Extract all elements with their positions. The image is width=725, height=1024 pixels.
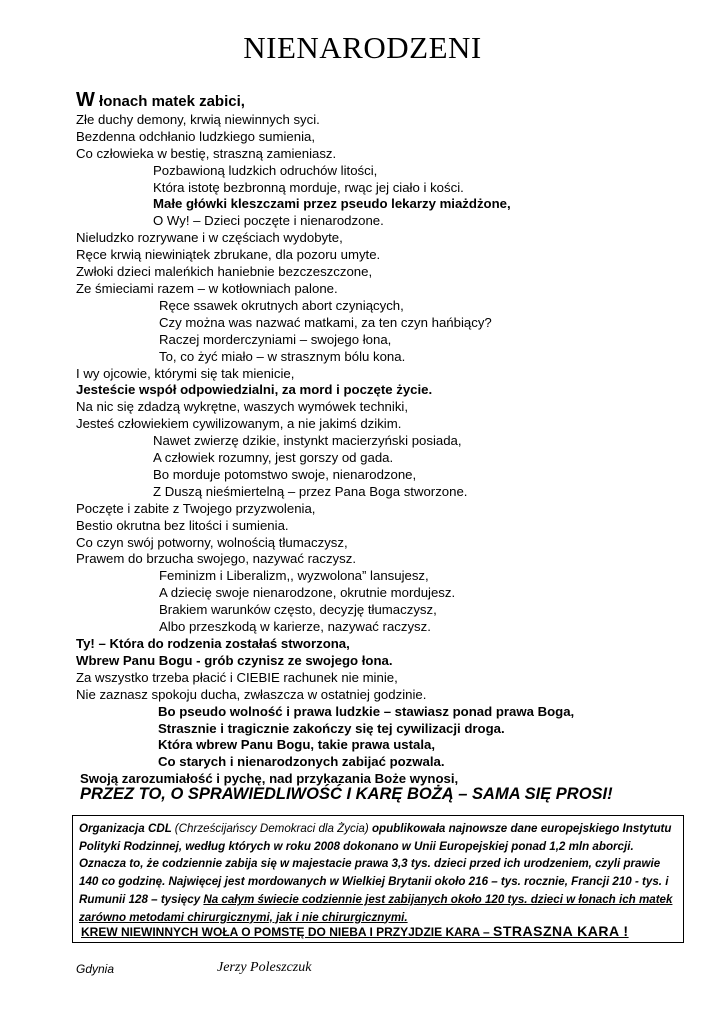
poem-line: Co starych i nienarodzonych zabijać pozwala. [158, 754, 445, 770]
poem-line: Nieludzko rozrywane i w częściach wydobyte, [76, 230, 343, 246]
poem-line: Jesteś człowiekiem cywilizowanym, a nie jakimś dzikim. [76, 416, 402, 432]
info-text: opublikowała najnowsze dane europejskiego Instytutu Polityki Rodzinnej, według których w roku 2008 dokonano w Unii Europejskiej ponad 1,2 mln aborcji. Oznacza to, że codziennie zabija się w majestacie prawa 3,3 tys. dzieci przed ich urodzeniem, czyli prawie 140 co godzinę. Najwięcej jest mordowanych w Wielkiej Brytanii około 216 – tys. rocznie, Francji 210 - tys. i Rumunii 128 – tysięcy [79, 822, 672, 906]
author-signature: Jerzy Poleszczuk [217, 960, 312, 975]
poem-line: Albo przeszkodą w karierze, nazywać raczysz. [159, 619, 431, 635]
closing-line: PRZEZ TO, O SPRAWIEDLIWOŚĆ I KARĘ BOŻĄ – SAMA SIĘ PROSI! [80, 785, 613, 803]
poem-title: NIENARODZENI [243, 30, 482, 65]
poem-line: Na nic się zdadzą wykrętne, waszych wymówek techniki, [76, 399, 409, 415]
poem-line: Bezdenna odchłanio ludzkiego sumienia, [76, 128, 316, 144]
drop-initial: W [76, 89, 95, 111]
footer-city: Gdynia [76, 962, 115, 976]
warning-line [81, 923, 629, 942]
poem-line: Czy można was nazwać matkami, za ten czyn hańbiący? [159, 314, 492, 330]
poem-line: Bestio okrutna bez litości i sumienia. [76, 517, 289, 533]
warning-text: KREW NIEWINNYCH WOŁA O POMSTĘ DO NIEBA I PRZYJDZIE KARA – [81, 925, 494, 939]
poem-line: Która wbrew Panu Bogu, takie prawa ustala, [158, 737, 436, 753]
poem-line: Co człowieka w bestię, straszną zamieniasz. [76, 145, 337, 161]
poem-line: Swoją zarozumiałość i pychę, nad przykazania Boże wynosi, [80, 771, 459, 787]
poem-line: Nie zaznasz spokoju ducha, zwłaszcza w ostatniej godzinie. [76, 686, 427, 702]
poem-line: Za wszystko trzeba płacić i CIEBIE rachunek nie minie, [76, 669, 398, 685]
poem-line: To, co żyć miało – w strasznym bólu kona. [159, 348, 406, 364]
poem-line: Raczej morderczyniami – swojego łona, [159, 331, 392, 347]
poem-body [76, 90, 696, 788]
poem-line: Zwłoki dzieci maleńkich haniebnie bezczeszczone, [76, 264, 373, 280]
poem-line: Ty! – Która do rodzenia zostałaś stworzona, [76, 636, 350, 651]
poem-line: Feminizm i Liberalizm,, wyzwolona” lansujesz, [159, 568, 429, 584]
poem-line: Złe duchy demony, krwią niewinnych syci. [76, 111, 320, 127]
poem-line: Wbrew Panu Bogu - grób czynisz ze swojego łona. [76, 652, 393, 668]
poem-first-line [76, 90, 696, 111]
poem-line: Jesteście współ odpowiedzialni, za mord i poczęte życie. [76, 382, 433, 398]
poem-line: Brakiem warunków często, decyzję tłumaczysz, [159, 602, 437, 618]
poem-line: Ręce krwią niewiniątek zbrukane, dla pozoru umyte. [76, 247, 381, 263]
info-box [72, 815, 684, 943]
poem-line: A dziecię swoje nienarodzone, okrutnie mordujesz. [159, 585, 456, 601]
poem-line: Nawet zwierzę dzikie, instynkt macierzyński posiada, [153, 433, 462, 449]
poem-line: O Wy! – Dzieci poczęte i nienarodzone. [153, 213, 384, 229]
poem-line: Ręce ssawek okrutnych abort czyniących, [159, 297, 404, 313]
poem-line: Ze śmieciami razem – w kotłowniach palone. [76, 280, 338, 296]
poem-line: Bo pseudo wolność i prawa ludzkie – stawiasz ponad prawa Boga, [158, 703, 575, 719]
poem-line: Małe główki kleszczami przez pseudo lekarzy miażdżone, [153, 196, 511, 212]
info-org-full: (Chrześcijańscy Demokraci dla Życia) [174, 822, 369, 835]
first-line-text: łonach matek zabici, [94, 93, 245, 110]
warning-kara: STRASZNA KARA ! [493, 923, 629, 939]
poem-line: Co czyn swój potworny, wolnością tłumaczysz, [76, 534, 348, 550]
poem-line: I wy ojcowie, którymi się tak mienicie, [76, 365, 295, 381]
poem-line: Prawem do brzucha swojego, nazywać raczysz. [76, 551, 356, 567]
poem-line: Pozbawioną ludzkich odruchów litości, [153, 162, 378, 178]
poem-lines [76, 112, 696, 788]
info-org: Organizacja CDL [79, 822, 175, 835]
poem-line: Która istotę bezbronną morduje, rwąc jej ciało i kości. [153, 179, 464, 195]
poem-line: Bo morduje potomstwo swoje, nienarodzone, [153, 466, 417, 482]
poem-line: A człowiek rozumny, jest gorszy od gada. [153, 450, 394, 466]
info-underlined-text: Na całym świecie codziennie jest zabijanych około 120 tys. dzieci w łonach ich matek zarówno metodami chirurgicznymi, jak i nie chirurgicznymi. [79, 892, 673, 924]
poem-line: Poczęte i zabite z Twojego przyzwolenia, [76, 500, 316, 516]
poem-line: Strasznie i tragicznie zakończy się tej cywilizacji droga. [158, 720, 505, 736]
poem-line: Z Duszą nieśmiertelną – przez Pana Boga stworzone. [153, 483, 468, 499]
